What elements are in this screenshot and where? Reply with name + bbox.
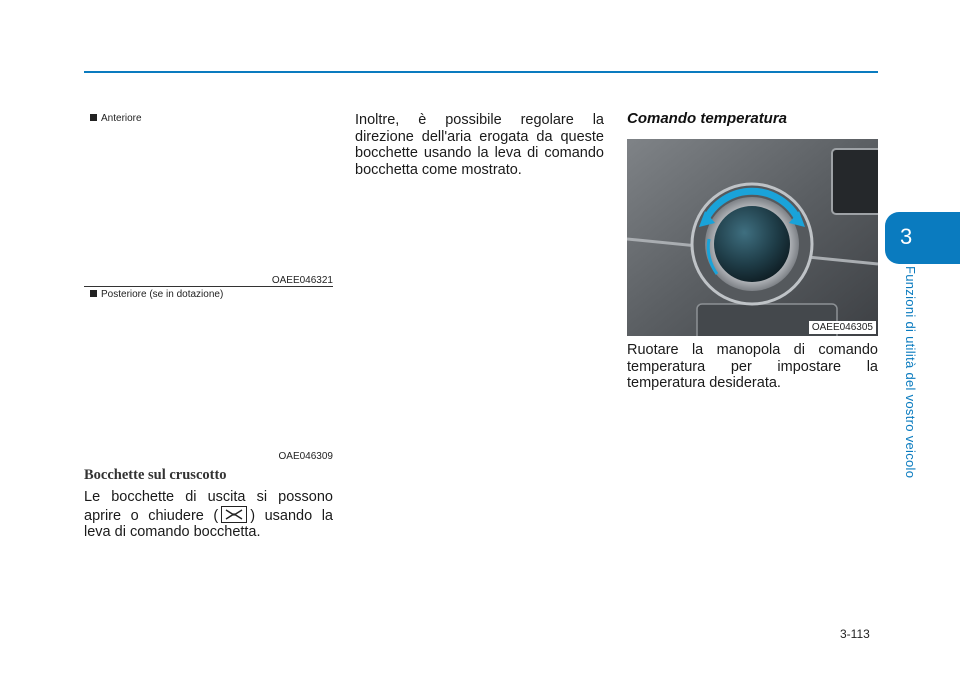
figure-code-front: OAEE046321 (271, 275, 333, 286)
vent-closed-icon (221, 506, 247, 523)
paragraph-air-direction: Inoltre, è possibile regolare la direzione dell'aria erogata da queste bocchette usando la leva di comando bocchetta come mostrato. (355, 112, 604, 178)
paragraph-part-2: ) usando la leva di comando bocchetta. (84, 507, 333, 540)
chapter-tab (885, 212, 960, 264)
top-rule (84, 71, 878, 73)
figure-separator (84, 286, 333, 287)
temperature-knob-illustration (627, 139, 878, 336)
figure-code-knob: OAEE046305 (809, 321, 876, 334)
chapter-number: 3 (900, 224, 913, 249)
figure-label-rear (87, 288, 229, 302)
bullet-square-icon (90, 114, 97, 121)
figure-code-rear: OAE046309 (278, 451, 333, 462)
page-number: 3-113 (840, 627, 870, 641)
section-heading-temperature-control: Comando temperatura (627, 110, 788, 127)
temperature-knob-photo (627, 139, 878, 336)
chapter-title: Funzioni di utilità del vostro veicolo (903, 266, 918, 479)
figure-label-front (87, 112, 148, 126)
paragraph-vents-open-close (84, 489, 333, 541)
paragraph-temperature-knob: Ruotare la manopola di comando temperatura per impostare la temperatura desiderata. (627, 342, 878, 391)
figure-label-rear-text: Posteriore (se in dotazione) (101, 289, 224, 300)
paragraph-part-1: Le bocchette di uscita si possono aprire o chiudere ( (84, 489, 333, 524)
figure-label-front-text: Anteriore (101, 113, 142, 124)
section-heading-dashboard-vents: Bocchette sul cruscotto (84, 467, 227, 483)
bullet-square-icon (90, 290, 97, 297)
